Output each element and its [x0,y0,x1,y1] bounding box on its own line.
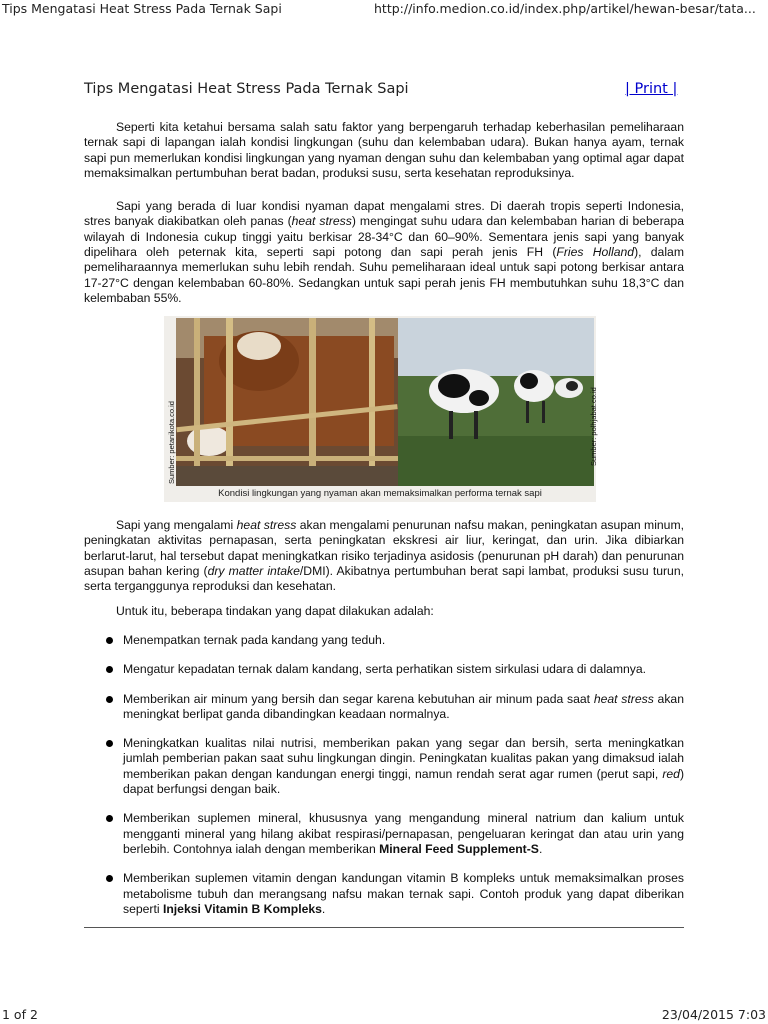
print-datetime: 23/04/2015 7:03 [661,1007,766,1022]
list-item: Memberikan air minum yang bersih dan segar karena kebutuhan air minum pada saat heat stress akan meningkat berlipat ganda dibandingkan keadaan normalnya. [84,692,684,723]
bullet-icon [106,875,113,882]
bullet-icon [106,740,113,747]
right-photo [398,318,594,486]
left-photo [176,318,398,486]
actions-list [84,633,684,931]
print-header-title: Tips Mengatasi Heat Stress Pada Ternak Sapi [2,1,282,16]
page-number: 1 of 2 [2,1007,38,1022]
bullet-icon [106,815,113,822]
bullet-icon [106,666,113,673]
bullet-icon [106,696,113,703]
bullet-icon [106,637,113,644]
paragraph-1: Seperti kita ketahui bersama salah satu faktor yang berpengaruh terhadap keberhasilan pemeliharaan ternak sapi di lapangan ialah kondisi lingkungan (suhu dan kelembaban udara). Bukan hanya ayam, ternak sapi pun memerlukan kondisi lingkungan yang nyaman dengan suhu dan kelembaban yang optimal agar dapat memaksimalkan pertumbuhan berat badan, produksi susu, serta kesehatan reproduksinya. [84,120,684,180]
figure-source-left: Sumber: petanikota.co.id [167,401,176,484]
divider [84,927,684,928]
article-body-middle [84,518,684,594]
list-item: Menempatkan ternak pada kandang yang teduh. [84,633,684,648]
list-item: Mengatur kepadatan ternak dalam kandang, serta perhatikan sistem sirkulasi udara di dalamnya. [84,662,684,677]
article-body-top [84,120,684,306]
paragraph-3: Sapi yang mengalami heat stress akan mengalami penurunan nafsu makan, peningkatan asupan minum, peningkatan aktivitas pernapasan, serta peningkatan ekskresi air liur, keringat, dan urin. Jika dibiarkan berlarut-larut, hal tersebut dapat meningkatkan risiko terjadinya asidosis (penurunan pH darah) dan penurunan asupan bahan kering (dry matter intake/DMI). Akibatnya pertumbuhan berat sapi lambat, produksi susu turun, serta terganggunya reproduksi dan kesehatan. [84,518,684,594]
cattle-photo-image [164,316,596,502]
article-title: Tips Mengatasi Heat Stress Pada Ternak Sapi [84,81,409,97]
print-link[interactable]: | Print | [625,81,678,97]
list-item: Meningkatkan kualitas nilai nutrisi, memberikan pakan yang segar dan bersih, serta meningkatkan jumlah pemberian pakan saat suhu lingkungan dingin. Peningkatan kualitas pakan yang dimaksud ialah memberikan pakan dengan kandungan energi tinggi, namun rendah serat agar rumen (perut sapi, red) dapat berfungsi dengan baik. [84,736,684,797]
actions-intro: Untuk itu, beberapa tindakan yang dapat dilakukan adalah: [116,604,434,618]
list-item: Memberikan suplemen vitamin dengan kandungan vitamin B kompleks untuk memaksimalkan proses metabolisme tubuh dan merangsang nafsu makan ternak sapi. Contoh produk yang dapat diberikan seperti Injeksi Vitamin B Kompleks. [84,871,684,917]
cattle-figure [164,316,596,502]
figure-source-right: Sumber: polhjabat.co.id [589,387,598,466]
list-item: Memberikan suplemen mineral, khususnya yang mengandung mineral natrium dan kalium untuk mengganti mineral yang hilang akibat respirasi/pernapasan, pengeluaran keringat dan atau urin yang berlebih. Contohnya ialah dengan memberikan Mineral Feed Supplement-S. [84,811,684,857]
print-header-url: http://info.medion.co.id/index.php/artikel/hewan-besar/tata... [374,1,756,16]
figure-caption: Kondisi lingkungan yang nyaman akan memaksimalkan performa ternak sapi [218,488,542,499]
paragraph-2: Sapi yang berada di luar kondisi nyaman dapat mengalami stres. Di daerah tropis seperti Indonesia, stres banyak diakibatkan oleh panas (heat stress) mengingat suhu udara dan kelembaban harian di beberapa wilayah di Indonesia cukup tinggi yaitu berkisar 28-34°C dan 60–90%. Sementara jenis sapi yang banyak dipelihara oleh peternak kita, seperti sapi potong dan sapi perah jenis FH (Fries Holland), dalam pemeliharaannya memerlukan suhu lebih rendah. Suhu pemeliharaan ideal untuk sapi potong berkisar antara 17-27°C dengan kelembaban 60-80%. Sedangkan untuk sapi perah jenis FH membutuhkan suhu 18,3°C dan kelembaban 55%. [84,199,684,305]
